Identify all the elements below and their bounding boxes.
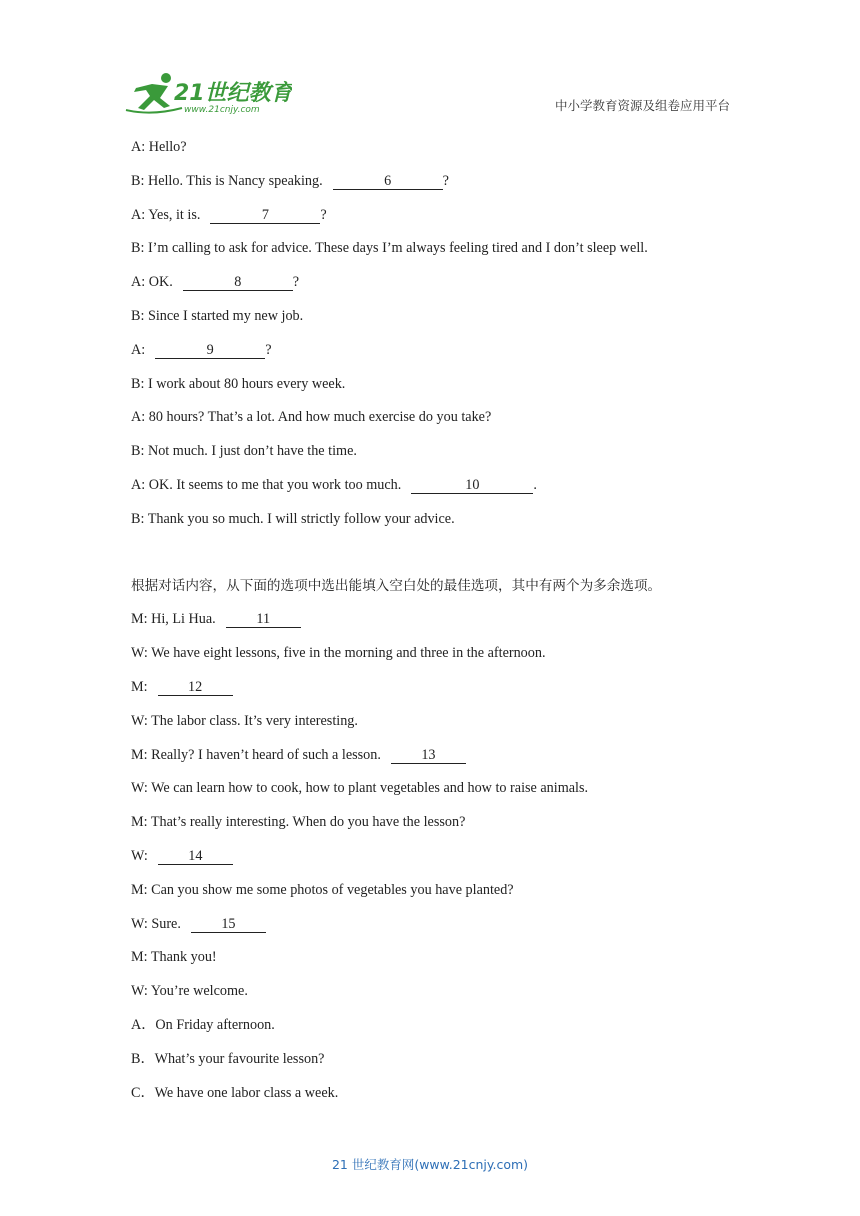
dialogue-line xyxy=(131,880,751,914)
dialogue-line xyxy=(131,238,751,272)
dialogue-line xyxy=(131,205,751,239)
answer-blank[interactable]: 9 xyxy=(155,342,265,359)
logo-text: 21世纪教育 xyxy=(174,81,292,106)
line-text: W: Sure. xyxy=(131,915,181,932)
platform-title: 中小学教育资源及组卷应用平台 xyxy=(554,98,730,113)
dialogue-line xyxy=(131,677,751,711)
punctuation: ? xyxy=(442,172,449,189)
punctuation: ? xyxy=(265,341,272,358)
line-text: W: xyxy=(131,847,148,864)
line-text: M: Really? I haven’t heard of such a lesson. xyxy=(131,746,381,763)
dialogue-2 xyxy=(131,609,751,1015)
dialogue-line xyxy=(131,509,751,543)
punctuation: . xyxy=(533,476,537,493)
line-text: B: Hello. This is Nancy speaking. xyxy=(131,172,323,189)
option-item: C．We have one labor class a week. xyxy=(131,1084,339,1101)
dialogue-line xyxy=(131,778,751,812)
document-body xyxy=(131,137,751,1116)
line-text: A: Yes, it is. xyxy=(131,206,201,223)
logo xyxy=(122,70,292,116)
dialogue-line xyxy=(131,374,751,408)
answer-blank[interactable]: 14 xyxy=(158,848,233,865)
footer-text: 21 世纪教育网(www.21cnjy.com) xyxy=(331,1157,529,1172)
line-text: B: I’m calling to ask for advice. These days I’m always feeling tired and I don’t sleep well. xyxy=(131,240,648,257)
line-text: M: Thank you! xyxy=(131,949,217,966)
line-text: B: Since I started my new job. xyxy=(131,307,304,324)
dialogue-line xyxy=(131,609,751,643)
dialogue-line xyxy=(131,171,751,205)
line-text: M: Hi, Li Hua. xyxy=(131,611,216,628)
punctuation: ? xyxy=(292,274,300,291)
dialogue-line xyxy=(131,981,751,1015)
dialogue-line xyxy=(131,846,751,880)
option-item: A．On Friday afternoon. xyxy=(131,1016,275,1033)
line-text: B: Thank you so much. I will strictly follow your advice. xyxy=(131,510,455,527)
answer-blank[interactable]: 15 xyxy=(191,916,266,933)
dialogue-line xyxy=(131,137,751,171)
dialogue-line xyxy=(131,914,751,948)
dialogue-line xyxy=(131,812,751,846)
line-text: M: Can you show me some photos of vegetables you have planted? xyxy=(131,881,514,898)
answer-blank[interactable]: 10 xyxy=(411,477,533,494)
dialogue-line xyxy=(131,441,751,475)
answer-blank[interactable]: 7 xyxy=(210,207,320,224)
line-text: M: xyxy=(131,678,148,695)
answer-blank[interactable]: 13 xyxy=(391,747,466,764)
line-text: A: OK. xyxy=(131,274,173,291)
line-text: A: Hello? xyxy=(131,139,187,155)
option-item: B．What’s your favourite lesson? xyxy=(131,1050,325,1067)
line-text: A: 80 hours? That’s a lot. And how much exercise do you take? xyxy=(131,409,492,426)
line-text: B: I work about 80 hours every week. xyxy=(131,375,346,392)
dialogue-line xyxy=(131,407,751,441)
dialogue-line xyxy=(131,643,751,677)
line-text: W: The labor class. It’s very interesting. xyxy=(131,712,358,729)
instruction-text: 根据对话内容，从下面的选项中选出能填入空白处的最佳选项，其中有两个为多余选项。 xyxy=(131,577,662,594)
line-text: W: We have eight lessons, five in the morning and three in the afternoon. xyxy=(131,645,546,662)
dialogue-line xyxy=(131,947,751,981)
answer-blank[interactable]: 11 xyxy=(226,611,301,628)
dialogue-line xyxy=(131,711,751,745)
punctuation: ? xyxy=(320,206,327,223)
line-text: W: You’re welcome. xyxy=(131,983,248,1000)
answer-blank[interactable]: 6 xyxy=(333,173,443,190)
answer-blank[interactable]: 12 xyxy=(158,679,233,696)
dialogue-line xyxy=(131,475,751,509)
dialogue-1 xyxy=(131,137,751,543)
options-list xyxy=(131,1015,751,1116)
line-text: M: That’s really interesting. When do you have the lesson? xyxy=(131,814,466,831)
dialogue-line xyxy=(131,340,751,374)
answer-blank[interactable]: 8 xyxy=(183,274,293,291)
line-text: A: xyxy=(131,341,146,358)
dialogue-line xyxy=(131,745,751,779)
logo-url: www.21cnjy.com xyxy=(184,105,260,115)
dialogue-line xyxy=(131,306,751,340)
line-text: A: OK. It seems to me that you work too much. xyxy=(131,476,402,493)
line-text: W: We can learn how to cook, how to plant vegetables and how to raise animals. xyxy=(131,780,589,797)
line-text: B: Not much. I just don’t have the time. xyxy=(131,443,357,460)
dialogue-line xyxy=(131,272,751,306)
